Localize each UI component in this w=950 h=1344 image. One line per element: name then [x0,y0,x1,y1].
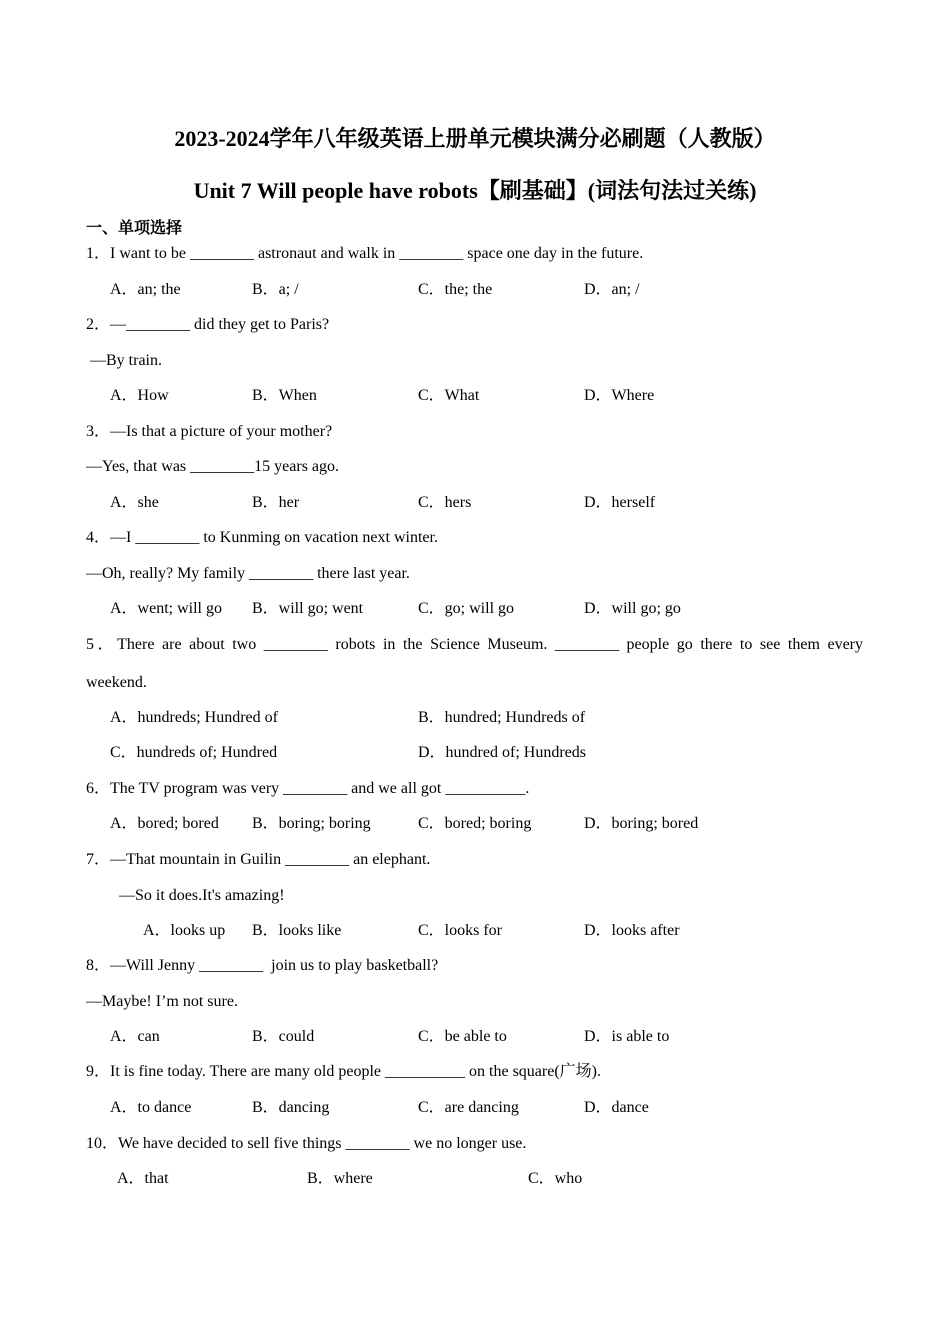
question-6-option-d[interactable]: D．boring; bored [584,815,699,832]
question-8-option-d[interactable]: D．is able to [584,1028,670,1045]
question-4-option-d[interactable]: D．will go; go [584,600,681,617]
question-7-option-a[interactable]: A．looks up [143,922,226,939]
question-5-line2: weekend. [86,674,147,691]
question-4-option-a[interactable]: A．went; will go [110,600,222,617]
question-2-option-d[interactable]: D．Where [584,387,655,404]
question-2-option-c[interactable]: C．What [418,387,480,404]
question-3-option-a[interactable]: A．she [110,494,159,511]
question-6-option-c[interactable]: C．bored; boring [418,815,532,832]
question-1-option-d[interactable]: D．an; / [584,281,640,298]
question-2-line2: —By train. [86,352,162,369]
question-7-option-d[interactable]: D．looks after [584,922,680,939]
question-6-option-b[interactable]: B．boring; boring [252,815,371,832]
page-subtitle: Unit 7 Will people have robots【刷基础】(词法句法过关练) [193,178,757,203]
question-3-option-d[interactable]: D．herself [584,494,656,511]
question-3-option-c[interactable]: C．hers [418,494,472,511]
question-6-option-a[interactable]: A．bored; bored [110,815,219,832]
question-8-line2: —Maybe! I’m not sure. [86,993,238,1010]
question-1-option-a[interactable]: A．an; the [110,281,181,298]
page-title: 2023-2024学年八年级英语上册单元模块满分必刷题（人教版） [174,126,776,151]
question-10-stem: 10．We have decided to sell five things ________ we no longer use. [86,1135,527,1152]
question-4-option-b[interactable]: B．will go; went [252,600,364,617]
question-6-stem: 6．The TV program was very ________ and we all got __________. [86,780,530,797]
question-9-option-d[interactable]: D．dance [584,1099,649,1116]
question-9-option-c[interactable]: C．are dancing [418,1099,519,1116]
question-9-option-b[interactable]: B．dancing [252,1099,330,1116]
question-7-stem: 7．—That mountain in Guilin ________ an elephant. [86,851,431,868]
question-7-option-c[interactable]: C．looks for [418,922,503,939]
question-2-option-b[interactable]: B．When [252,387,317,404]
question-8-stem: 8．—Will Jenny ________ join us to play basketball? [86,957,439,974]
question-8-option-b[interactable]: B．could [252,1028,315,1045]
question-1-option-b[interactable]: B．a; / [252,281,299,298]
question-8-option-c[interactable]: C．be able to [418,1028,507,1045]
question-4-stem: 4．—I ________ to Kunming on vacation next winter. [86,529,438,546]
question-5-option-a[interactable]: A．hundreds; Hundred of [110,709,278,726]
question-7-line2: —So it does.It's amazing! [119,887,285,904]
question-3-stem: 3．—Is that a picture of your mother? [86,423,333,440]
question-8-option-a[interactable]: A．can [110,1028,160,1045]
question-3-option-b[interactable]: B．her [252,494,300,511]
question-10-option-c[interactable]: C．who [528,1170,583,1187]
question-7-option-b[interactable]: B．looks like [252,922,342,939]
question-4-line2: —Oh, really? My family ________ there last year. [86,565,410,582]
question-5-option-c[interactable]: C．hundreds of; Hundred [110,744,278,761]
question-10-option-b[interactable]: B．where [307,1170,373,1187]
question-4-option-c[interactable]: C．go; will go [418,600,515,617]
question-1-option-c[interactable]: C．the; the [418,281,493,298]
question-5-option-b[interactable]: B．hundred; Hundreds of [418,709,586,726]
question-9-stem: 9．It is fine today. There are many old people __________ on the square(广场). [86,1063,601,1080]
question-9-option-a[interactable]: A．to dance [110,1099,192,1116]
question-1-stem: 1．I want to be ________ astronaut and walk in ________ space one day in the future. [86,245,644,262]
question-5-option-d[interactable]: D．hundred of; Hundreds [418,744,586,761]
section-heading: 一、单项选择 [86,220,183,237]
question-2-option-a[interactable]: A．How [110,387,169,404]
question-3-line2: —Yes, that was ________15 years ago. [86,458,340,475]
question-10-option-a[interactable]: A．that [117,1170,169,1187]
question-5-stem: 5．There are about two ________ robots in the Science Museum. ________ people go there to see them every [86,636,863,653]
question-2-stem: 2．—________ did they get to Paris? [86,316,330,333]
